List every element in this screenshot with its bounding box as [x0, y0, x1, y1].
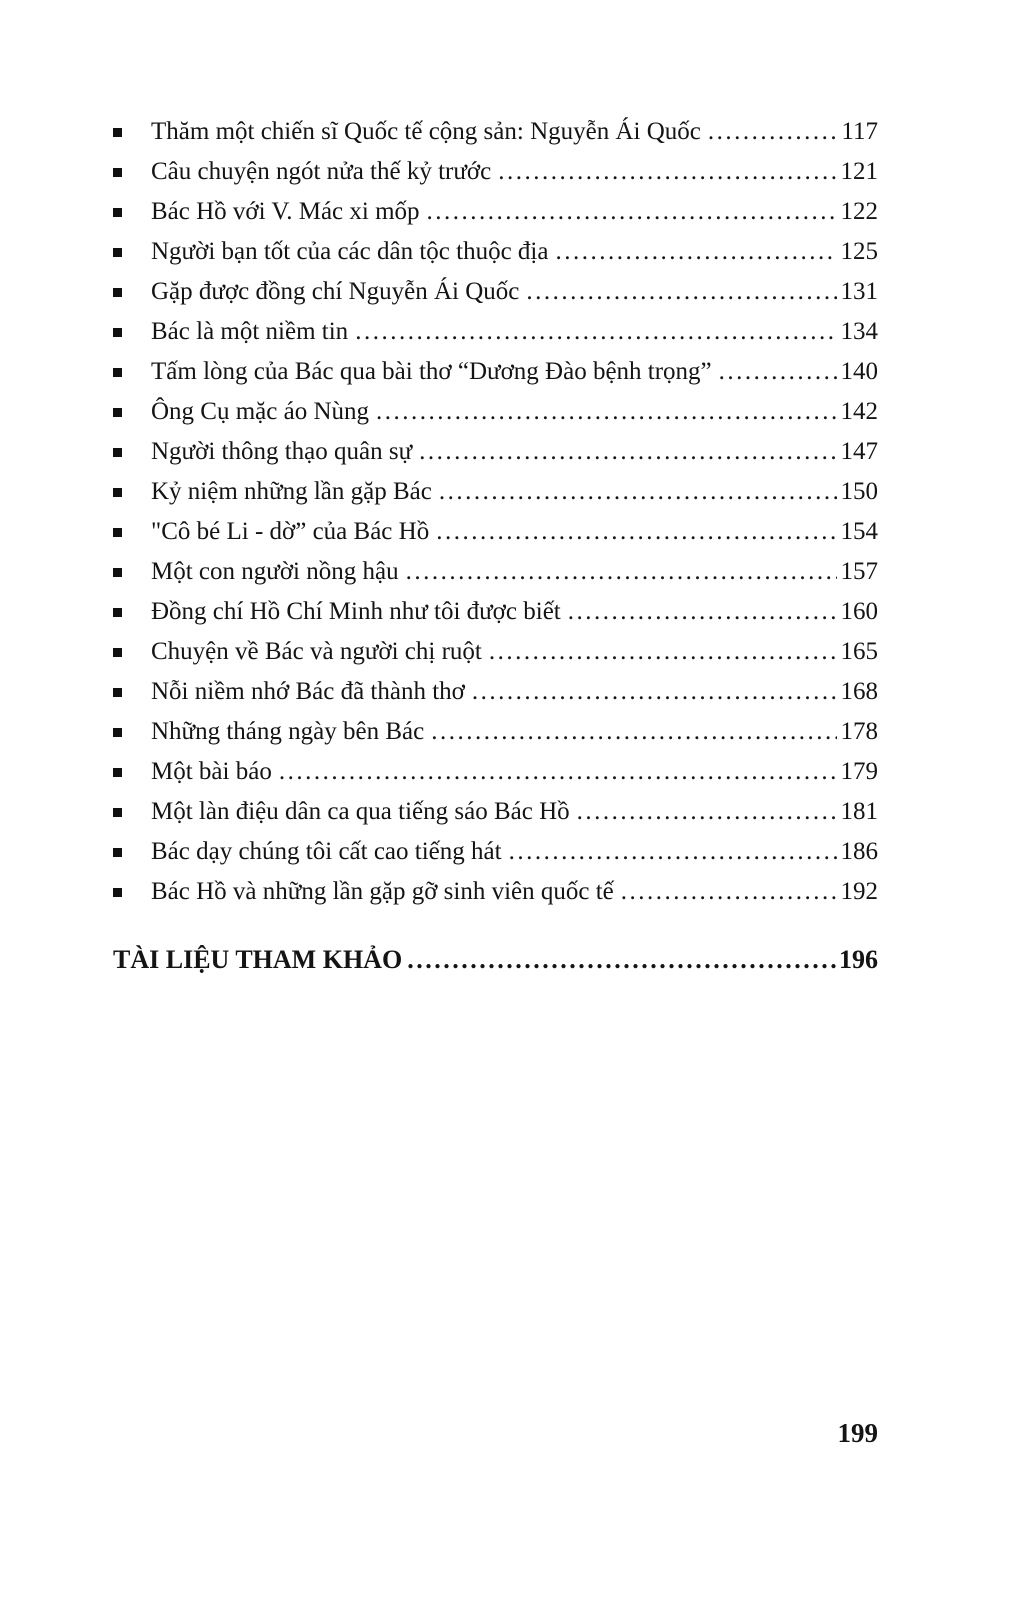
bullet-icon	[113, 728, 122, 737]
toc-entry-page: 121	[840, 158, 878, 185]
toc-entry-page: 134	[840, 318, 878, 345]
toc-entry-title: Người thông thạo quân sự	[151, 438, 413, 465]
toc-entry	[113, 592, 878, 632]
toc-entry	[113, 272, 878, 312]
toc-list	[113, 112, 878, 980]
toc-entry	[113, 192, 878, 232]
dot-leader	[472, 672, 837, 712]
bullet-icon	[113, 248, 122, 257]
toc-entry-page: 192	[840, 878, 878, 905]
toc-entry	[113, 792, 878, 832]
toc-entry-page: 179	[840, 758, 878, 785]
toc-entry-title: Bác là một niềm tin	[151, 318, 349, 345]
toc-entry	[113, 312, 878, 352]
toc-entry	[113, 392, 878, 432]
bullet-icon	[113, 648, 122, 657]
toc-entry-page: 168	[840, 678, 878, 705]
toc-entry	[113, 112, 878, 152]
bullet-icon	[113, 408, 122, 417]
toc-entry	[113, 152, 878, 192]
dot-leader	[708, 112, 838, 152]
toc-entry	[113, 472, 878, 512]
toc-entry-page: 150	[840, 478, 878, 505]
toc-entry-page: 160	[840, 598, 878, 625]
toc-entry-title: Kỷ niệm những lần gặp Bác	[151, 478, 432, 505]
toc-entry-title: Bác Hồ với V. Mác xi mốp	[151, 198, 420, 225]
dot-leader	[427, 192, 837, 232]
dot-leader	[498, 152, 836, 192]
toc-entry-page: 125	[840, 238, 878, 265]
toc-entry	[113, 552, 878, 592]
dot-leader	[355, 312, 836, 352]
bullet-icon	[113, 168, 122, 177]
dot-leader	[526, 272, 836, 312]
toc-entry-title: Gặp được đồng chí Nguyễn Ái Quốc	[151, 278, 520, 305]
toc-entry-title: Bác Hồ và những lần gặp gỡ sinh viên quốc tế	[151, 878, 614, 905]
toc-entry-title: Chuyện về Bác và người chị ruột	[151, 638, 482, 665]
toc-entry-title: Thăm một chiến sĩ Quốc tế cộng sản: Nguyễn Ái Quốc	[151, 118, 701, 145]
dot-leader	[577, 792, 837, 832]
bullet-icon	[113, 888, 122, 897]
dot-leader	[279, 752, 837, 792]
toc-entry-page: 147	[840, 438, 878, 465]
dot-leader	[719, 352, 837, 392]
toc-entry	[113, 632, 878, 672]
toc-entry	[113, 752, 878, 792]
toc-entry-title: Những tháng ngày bên Bác	[151, 718, 425, 745]
bullet-icon	[113, 528, 122, 537]
bullet-icon	[113, 328, 122, 337]
bullet-icon	[113, 368, 122, 377]
bullet-icon	[113, 448, 122, 457]
toc-entry	[113, 712, 878, 752]
references-title: TÀI LIỆU THAM KHẢO	[113, 945, 403, 974]
dot-leader	[431, 712, 836, 752]
bullet-icon	[113, 488, 122, 497]
toc-entry	[113, 512, 878, 552]
dot-leader	[621, 872, 837, 912]
toc-entry-page: 140	[840, 358, 878, 385]
bullet-icon	[113, 768, 122, 777]
dot-leader	[568, 592, 837, 632]
toc-entry-title: Ông Cụ mặc áo Nùng	[151, 398, 370, 425]
dot-leader	[406, 552, 837, 592]
bullet-icon	[113, 288, 122, 297]
toc-entry-page: 186	[840, 838, 878, 865]
toc-entry	[113, 672, 878, 712]
toc-entry	[113, 872, 878, 912]
bullet-icon	[113, 848, 122, 857]
toc-entry	[113, 352, 878, 392]
toc-entry-title: Một bài báo	[151, 758, 272, 785]
toc-entry-title: Đồng chí Hồ Chí Minh như tôi được biết	[151, 598, 561, 625]
references-page: 196	[839, 945, 878, 974]
toc-entry-page: 157	[840, 558, 878, 585]
bullet-icon	[113, 688, 122, 697]
bullet-icon	[113, 208, 122, 217]
dot-leader	[509, 832, 837, 872]
toc-entry-title: Bác dạy chúng tôi cất cao tiếng hát	[151, 838, 502, 865]
toc-entry-title: Tấm lòng của Bác qua bài thơ “Dương Đào bệnh trọng”	[151, 358, 712, 385]
toc-entry-title: Người bạn tốt của các dân tộc thuộc địa	[151, 238, 549, 265]
bullet-icon	[113, 128, 122, 137]
toc-entry-page: 142	[840, 398, 878, 425]
toc-entry-title: "Cô bé Li - dờ” của Bác Hồ	[151, 518, 430, 545]
toc-entry-page: 117	[841, 118, 878, 145]
references-row	[113, 940, 878, 980]
bullet-icon	[113, 608, 122, 617]
bullet-icon	[113, 808, 122, 817]
toc-entry-title: Nỗi niềm nhớ Bác đã thành thơ	[151, 678, 465, 705]
toc-entry	[113, 232, 878, 272]
dot-leader	[439, 472, 837, 512]
dot-leader	[376, 392, 836, 432]
toc-entry-title: Một con người nồng hậu	[151, 558, 399, 585]
toc-entry-page: 131	[840, 278, 878, 305]
page-number: 199	[837, 1418, 878, 1448]
toc-entry-page: 122	[840, 198, 878, 225]
toc-entry-page: 154	[840, 518, 878, 545]
toc-entry-page: 178	[840, 718, 878, 745]
toc-entry-title: Một làn điệu dân ca qua tiếng sáo Bác Hồ	[151, 798, 570, 825]
dot-leader	[489, 632, 837, 672]
dot-leader	[555, 232, 836, 272]
toc-entry	[113, 432, 878, 472]
bullet-icon	[113, 568, 122, 577]
toc-entry	[113, 832, 878, 872]
toc-entry-page: 181	[840, 798, 878, 825]
toc-entry-title: Câu chuyện ngót nửa thế kỷ trước	[151, 158, 492, 185]
dot-leader	[436, 512, 836, 552]
dot-leader	[407, 940, 837, 980]
toc-entry-page: 165	[840, 638, 878, 665]
dot-leader	[419, 432, 836, 472]
